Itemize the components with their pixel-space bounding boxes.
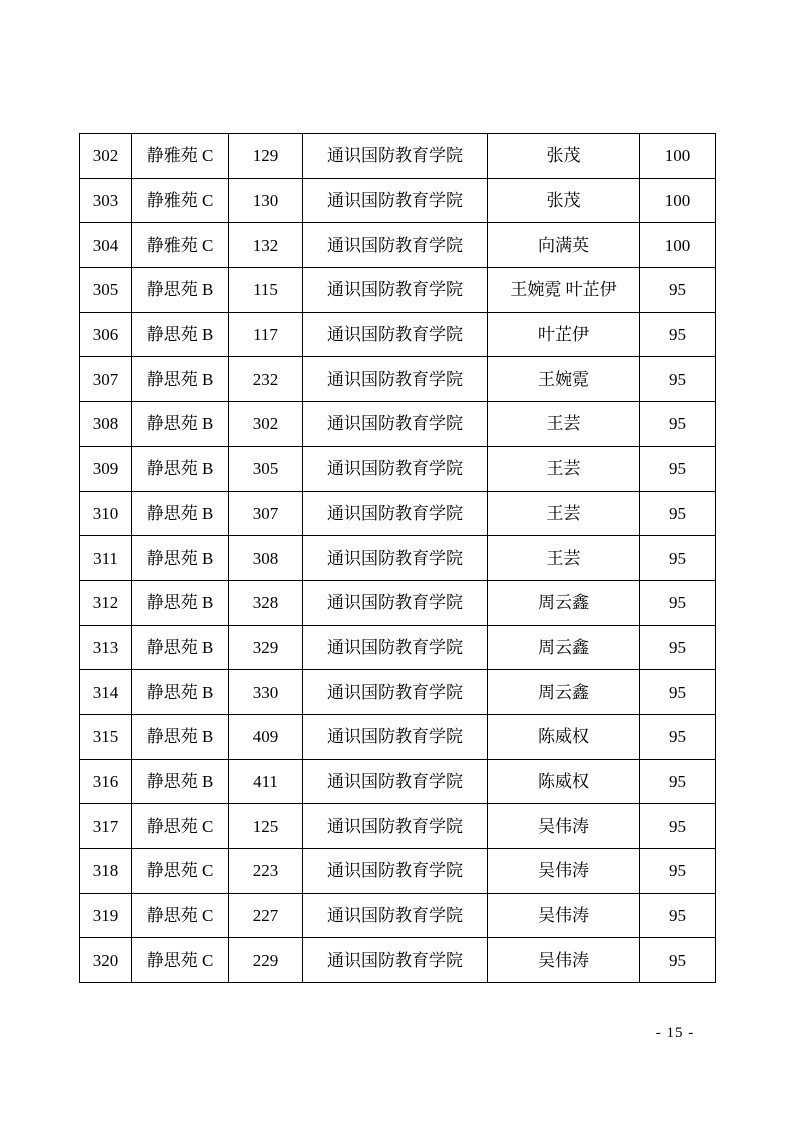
- row-number-cell: 316: [80, 759, 132, 804]
- room-number-cell: 305: [229, 446, 303, 491]
- table-row: [80, 491, 716, 536]
- college-cell: 通识国防教育学院: [303, 223, 488, 268]
- page-number: - 15 -: [655, 1025, 695, 1041]
- score-cell: 95: [640, 580, 716, 625]
- manager-cell: 王芸: [488, 446, 640, 491]
- score-cell: 100: [640, 134, 716, 179]
- row-number-cell: 317: [80, 804, 132, 849]
- row-number-cell: 302: [80, 134, 132, 179]
- table-row: [80, 312, 716, 357]
- college-cell: 通识国防教育学院: [303, 446, 488, 491]
- score-cell: 95: [640, 625, 716, 670]
- room-number-cell: 117: [229, 312, 303, 357]
- score-cell: 95: [640, 402, 716, 447]
- college-cell: 通识国防教育学院: [303, 357, 488, 402]
- manager-cell: 王芸: [488, 491, 640, 536]
- row-number-cell: 314: [80, 670, 132, 715]
- building-cell: 静思苑 B: [132, 580, 229, 625]
- table-row: [80, 759, 716, 804]
- table-body: [80, 134, 716, 983]
- table-row: [80, 670, 716, 715]
- manager-cell: 陈威权: [488, 759, 640, 804]
- college-cell: 通识国防教育学院: [303, 402, 488, 447]
- college-cell: 通识国防教育学院: [303, 268, 488, 313]
- room-number-cell: 328: [229, 580, 303, 625]
- row-number-cell: 306: [80, 312, 132, 357]
- building-cell: 静思苑 C: [132, 804, 229, 849]
- room-number-cell: 223: [229, 849, 303, 894]
- score-cell: 95: [640, 312, 716, 357]
- college-cell: 通识国防教育学院: [303, 134, 488, 179]
- room-number-cell: 229: [229, 938, 303, 983]
- score-cell: 95: [640, 759, 716, 804]
- manager-cell: 吴伟涛: [488, 804, 640, 849]
- building-cell: 静思苑 B: [132, 536, 229, 581]
- score-cell: 95: [640, 804, 716, 849]
- room-number-cell: 232: [229, 357, 303, 402]
- building-cell: 静思苑 B: [132, 670, 229, 715]
- row-number-cell: 312: [80, 580, 132, 625]
- table-row: [80, 178, 716, 223]
- building-cell: 静雅苑 C: [132, 178, 229, 223]
- score-cell: 95: [640, 536, 716, 581]
- score-cell: 95: [640, 893, 716, 938]
- row-number-cell: 303: [80, 178, 132, 223]
- building-cell: 静思苑 B: [132, 357, 229, 402]
- college-cell: 通识国防教育学院: [303, 491, 488, 536]
- manager-cell: 吴伟涛: [488, 849, 640, 894]
- row-number-cell: 304: [80, 223, 132, 268]
- table-row: [80, 357, 716, 402]
- college-cell: 通识国防教育学院: [303, 178, 488, 223]
- college-cell: 通识国防教育学院: [303, 893, 488, 938]
- table-row: [80, 804, 716, 849]
- row-number-cell: 309: [80, 446, 132, 491]
- table-row: [80, 938, 716, 983]
- building-cell: 静思苑 B: [132, 714, 229, 759]
- score-cell: 95: [640, 938, 716, 983]
- manager-cell: 吴伟涛: [488, 938, 640, 983]
- room-number-cell: 307: [229, 491, 303, 536]
- building-cell: 静思苑 B: [132, 491, 229, 536]
- college-cell: 通识国防教育学院: [303, 536, 488, 581]
- score-cell: 95: [640, 714, 716, 759]
- row-number-cell: 318: [80, 849, 132, 894]
- row-number-cell: 315: [80, 714, 132, 759]
- table-row: [80, 625, 716, 670]
- table-row: [80, 446, 716, 491]
- room-number-cell: 409: [229, 714, 303, 759]
- building-cell: 静雅苑 C: [132, 223, 229, 268]
- room-number-cell: 411: [229, 759, 303, 804]
- building-cell: 静思苑 B: [132, 402, 229, 447]
- row-number-cell: 319: [80, 893, 132, 938]
- row-number-cell: 313: [80, 625, 132, 670]
- table-row: [80, 580, 716, 625]
- building-cell: 静思苑 C: [132, 849, 229, 894]
- table-row: [80, 893, 716, 938]
- table-row: [80, 134, 716, 179]
- dormitory-score-table-container: [79, 133, 715, 983]
- manager-cell: 王芸: [488, 402, 640, 447]
- building-cell: 静思苑 C: [132, 938, 229, 983]
- row-number-cell: 311: [80, 536, 132, 581]
- building-cell: 静思苑 B: [132, 268, 229, 313]
- table-row: [80, 849, 716, 894]
- college-cell: 通识国防教育学院: [303, 670, 488, 715]
- manager-cell: 陈威权: [488, 714, 640, 759]
- room-number-cell: 130: [229, 178, 303, 223]
- score-cell: 100: [640, 223, 716, 268]
- table-row: [80, 402, 716, 447]
- table-row: [80, 223, 716, 268]
- manager-cell: 吴伟涛: [488, 893, 640, 938]
- score-cell: 95: [640, 446, 716, 491]
- score-cell: 95: [640, 491, 716, 536]
- manager-cell: 周云鑫: [488, 625, 640, 670]
- score-cell: 95: [640, 849, 716, 894]
- score-cell: 100: [640, 178, 716, 223]
- building-cell: 静思苑 B: [132, 625, 229, 670]
- college-cell: 通识国防教育学院: [303, 759, 488, 804]
- building-cell: 静雅苑 C: [132, 134, 229, 179]
- room-number-cell: 330: [229, 670, 303, 715]
- table-row: [80, 714, 716, 759]
- building-cell: 静思苑 B: [132, 312, 229, 357]
- row-number-cell: 305: [80, 268, 132, 313]
- room-number-cell: 329: [229, 625, 303, 670]
- building-cell: 静思苑 B: [132, 446, 229, 491]
- dormitory-score-table: [79, 133, 716, 983]
- college-cell: 通识国防教育学院: [303, 849, 488, 894]
- manager-cell: 张茂: [488, 134, 640, 179]
- manager-cell: 向满英: [488, 223, 640, 268]
- manager-cell: 王芸: [488, 536, 640, 581]
- college-cell: 通识国防教育学院: [303, 714, 488, 759]
- manager-cell: 叶芷伊: [488, 312, 640, 357]
- college-cell: 通识国防教育学院: [303, 938, 488, 983]
- room-number-cell: 125: [229, 804, 303, 849]
- manager-cell: 周云鑫: [488, 670, 640, 715]
- table-row: [80, 536, 716, 581]
- row-number-cell: 320: [80, 938, 132, 983]
- college-cell: 通识国防教育学院: [303, 804, 488, 849]
- building-cell: 静思苑 C: [132, 893, 229, 938]
- manager-cell: 王婉霓: [488, 357, 640, 402]
- score-cell: 95: [640, 357, 716, 402]
- college-cell: 通识国防教育学院: [303, 580, 488, 625]
- manager-cell: 王婉霓 叶芷伊: [488, 268, 640, 313]
- college-cell: 通识国防教育学院: [303, 625, 488, 670]
- room-number-cell: 302: [229, 402, 303, 447]
- room-number-cell: 115: [229, 268, 303, 313]
- room-number-cell: 129: [229, 134, 303, 179]
- building-cell: 静思苑 B: [132, 759, 229, 804]
- room-number-cell: 308: [229, 536, 303, 581]
- row-number-cell: 308: [80, 402, 132, 447]
- score-cell: 95: [640, 670, 716, 715]
- score-cell: 95: [640, 268, 716, 313]
- table-row: [80, 268, 716, 313]
- row-number-cell: 307: [80, 357, 132, 402]
- room-number-cell: 132: [229, 223, 303, 268]
- row-number-cell: 310: [80, 491, 132, 536]
- manager-cell: 张茂: [488, 178, 640, 223]
- room-number-cell: 227: [229, 893, 303, 938]
- college-cell: 通识国防教育学院: [303, 312, 488, 357]
- manager-cell: 周云鑫: [488, 580, 640, 625]
